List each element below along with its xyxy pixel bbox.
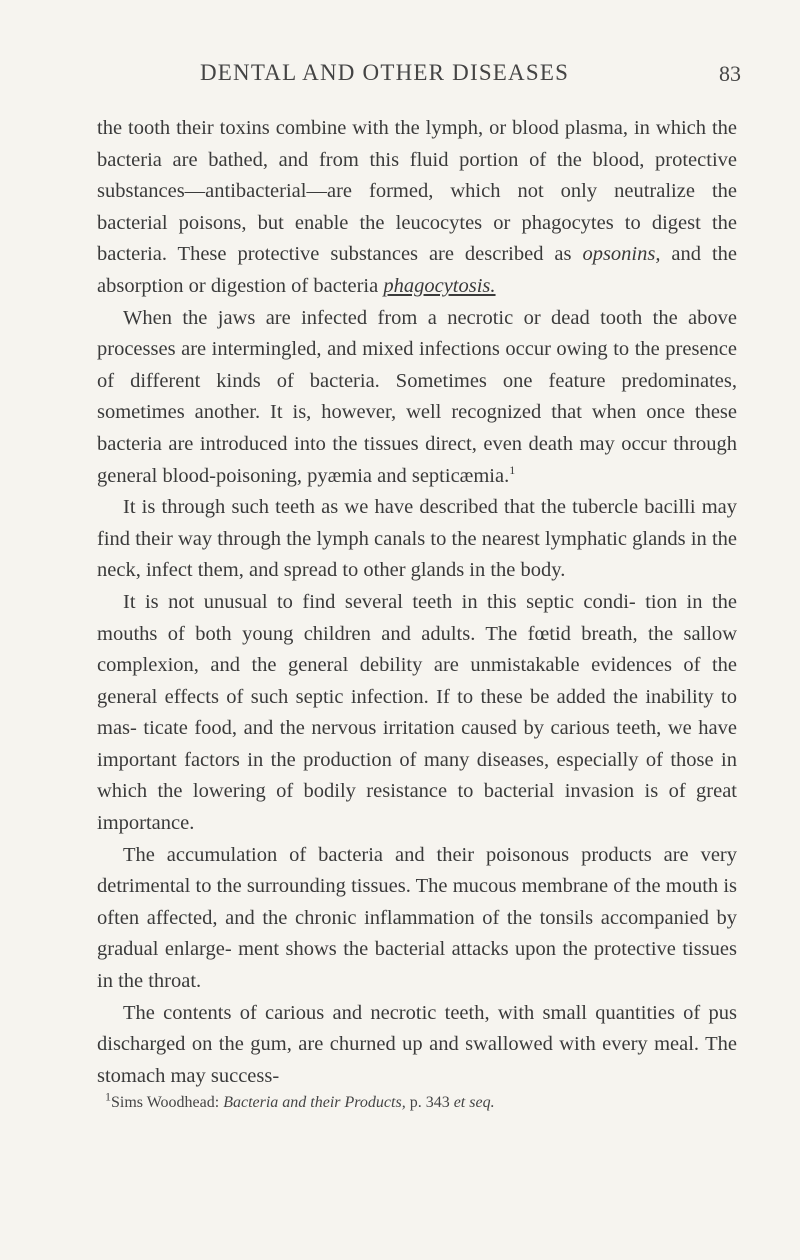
footnote-et-seq: et seq. bbox=[453, 1094, 495, 1112]
body-text bbox=[97, 113, 737, 1092]
footnote-author: Sims Woodhead: bbox=[111, 1094, 224, 1112]
book-page bbox=[97, 60, 741, 1113]
paragraph-1-text: the tooth their toxins combine with the lymph, or blood plasma, in which the bacteria are bathed, and from this fluid portion of the blood, protective substances—antibacterial—are formed, which not only neutralize the bacterial poisons, but enable the leucocytes or phagocytes to digest the bacteria. These protective substances are described as bbox=[97, 117, 737, 266]
footnote-title: Bacteria and their Products, bbox=[223, 1094, 406, 1112]
paragraph-3: It is through such teeth as we have described that the tubercle bacilli may find their way through the lymph canals to the nearest lymphatic glands in the neck, infect them, and spread to other glands in the body. bbox=[97, 496, 737, 582]
paragraph-2-text: When the jaws are infected from a necrotic or dead tooth the above processes are intermingled, and mixed infections occur owing to the presence of different kinds of bacteria. Sometimes one feature predominates, sometimes another. It is, however, well recognized that when once these bacteria are introduced into the tissues direct, even death may occur through general blood-poisoning, pyæmia and septicæmia. bbox=[97, 306, 737, 487]
footnote-reference: 1 bbox=[509, 462, 516, 477]
running-head: DENTAL AND OTHER DISEASES bbox=[200, 60, 570, 85]
footnote-page: p. 343 bbox=[405, 1094, 454, 1112]
paragraph-6: The contents of carious and necrotic teeth, with small quantities of pus discharged on the gum, are churned up and swallowed with every meal. The stomach may success- bbox=[97, 1001, 737, 1087]
paragraph-1 bbox=[97, 113, 737, 303]
paragraph-1-middle: and the absorption or digestion of bacteria bbox=[97, 243, 737, 297]
footnote bbox=[97, 1090, 737, 1113]
term-phagocytosis: phagocytosis. bbox=[383, 274, 496, 297]
page-number: 83 bbox=[719, 61, 741, 86]
term-opsonins: opsonins, bbox=[582, 243, 661, 266]
paragraph-5: The accumulation of bacteria and their poisonous products are very detrimental to the surrounding tissues. The mucous membrane of the mouth is often affected, and the chronic inflammation of the tonsils accompanied by gradual enlarge- ment shows the bacterial attacks upon the protective tissues in the throat. bbox=[97, 843, 737, 993]
page-header bbox=[97, 60, 741, 100]
paragraph-2 bbox=[97, 303, 737, 493]
paragraph-4: It is not unusual to find several teeth in this septic condi- tion in the mouths of both young children and adults. The fœtid breath, the sallow complexion, and the general debility are unmistakable evidences of the general effects of such septic infection. If to these be added the inability to mas- ticate food, and the nervous irritation caused by carious teeth, we have important factors in the production of many diseases, especially of those in which the lowering of bodily resistance to bacterial invasion is of great importance. bbox=[97, 590, 737, 835]
footnote-mark: 1 bbox=[105, 1090, 111, 1105]
